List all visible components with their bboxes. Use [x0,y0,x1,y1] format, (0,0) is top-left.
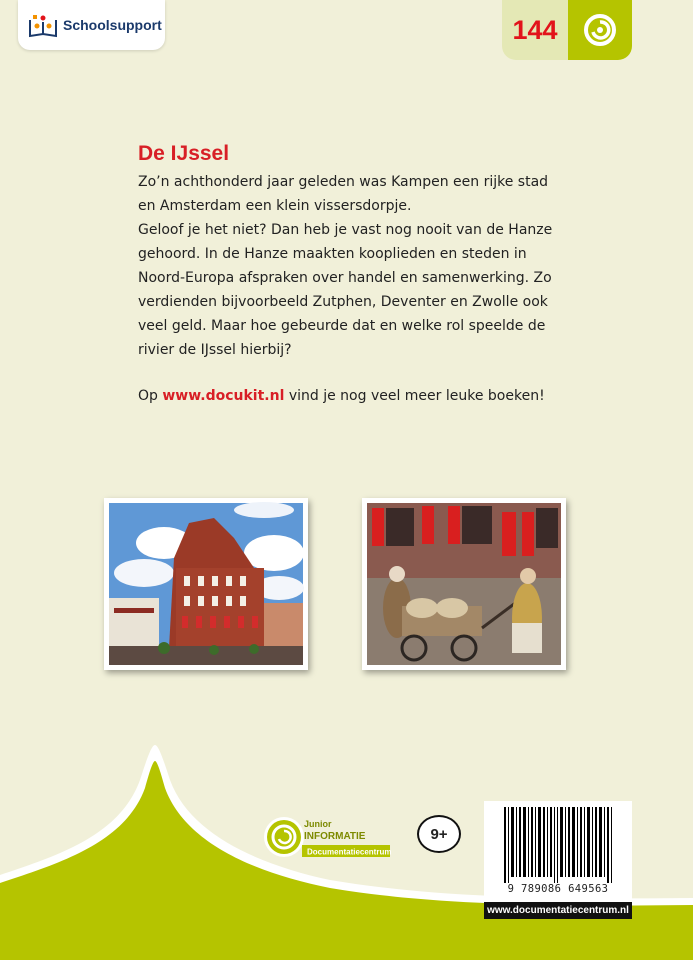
paragraph-2: Geloof je het niet? Dan heb je vast nog nooit van de Hanze gehoord. In de Hanze maakten kooplieden en steden in Noord-Europa afspraken over handel en samenwerking. Zo verdienden bijvoorbeeld Zutphen, Deventer en Zwolle ook veel geld. Maar hoe gebeurde dat en welke rol speelde de rivier de IJssel hierbij? [138,222,553,358]
junior-informatie-logo [262,815,392,861]
website-line [138,384,558,408]
swirl-icon [583,13,617,47]
junior-line2: INFORMATIE [304,831,366,842]
junior-line1: Junior [304,819,332,829]
intro-paragraph [138,170,558,362]
market-photo [362,498,566,670]
website-bar[interactable]: www.documentatiecentrum.nl [484,902,632,919]
barcode-bars [484,801,632,883]
book-logo-icon [28,12,58,38]
paragraph-1: Zo’n achthonderd jaar geleden was Kampen een rijke stad en Amsterdam een klein vissersdorpje. [138,174,549,214]
age-badge: 9+ [417,815,461,853]
docukit-link[interactable]: www.docukit.nl [162,388,285,404]
link-suffix: vind je nog veel meer leuke boeken! [284,388,545,404]
townhall-photo [104,498,308,670]
brand-name: Schoolsupport [63,17,162,33]
schoolsupport-logo [18,0,165,50]
series-badge [502,0,632,60]
page-title: De IJssel [138,142,230,165]
barcode [484,801,632,899]
issue-number: 144 [502,0,568,60]
isbn-number: 9 789086 649563 [507,883,609,895]
main-content [138,142,558,408]
swirl-logo [568,0,632,60]
junior-line3: Documentatiecentrum [307,847,392,857]
link-prefix: Op [138,388,163,404]
